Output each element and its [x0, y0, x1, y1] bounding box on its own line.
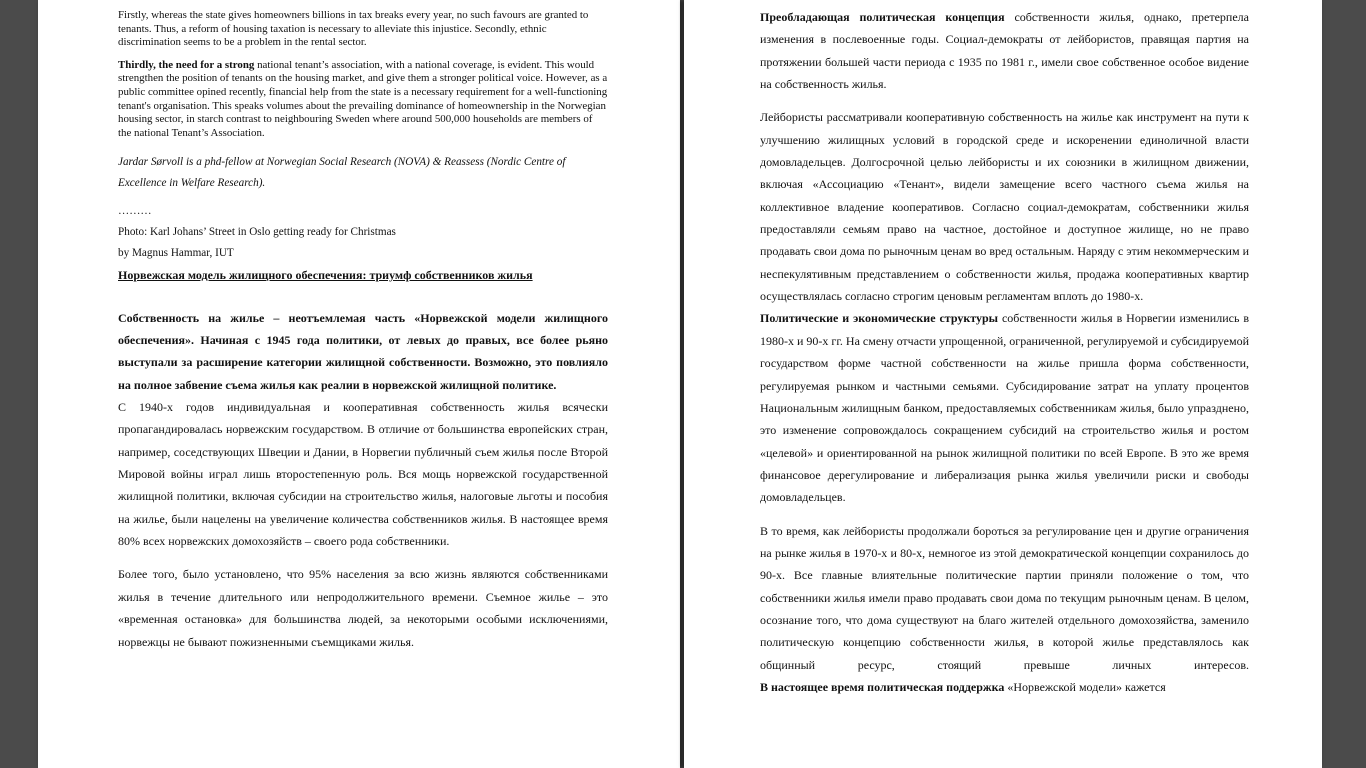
document-page-left: [38, 0, 680, 768]
article-lead: Собственность на жилье – неотъемлемая часть «Норвежской модели жилищного обеспечения». Начиная с 1945 года политики, от левых до правых, все более рьяно выступали за расширение категории жилищной собственности. Возможно, это повлияло на полное забвение съема жилья как реалии в норвежской жилищной политике.: [118, 310, 608, 392]
ru-right-paragraph-5-text: «Норвежской модели» кажется: [1004, 679, 1166, 694]
ru-right-paragraph-3-bold: Политические и экономические структуры: [760, 311, 999, 326]
en-paragraph-2-bold: Thirdly, the need for a strong: [118, 58, 255, 71]
ru-right-paragraph-1-bold: Преобладающая политическая концепция: [760, 10, 1005, 24]
en-paragraph-2-text: national tenant’s association, with a national coverage, is evident. This would strengthen the position of tenants on the housing market, and give them a stronger political voice. However, as a public committee opined recently, financial help from the state is a necessary requirement for a well-functioning tenant's organisation. This speaks volumes about the prevailing dominance of homeownership in the Norwegian housing sector, in starch contrast to neighbouring Sweden where around 500,000 households are members of the national Tenant’s Association.: [118, 58, 608, 139]
byline: by Magnus Hammar, IUT: [118, 247, 234, 260]
ru-right-paragraph-3: [760, 307, 1249, 508]
ru-left-paragraph-2: Более того, было установлено, что 95% населения за всю жизнь являются собственниками жилья в течение длительного или непродолжительного времени. Съемное жилье – это «временная остановка» для большинства людей, за некоторыми особыми исключениями, норвежцы не бывают пожизненными съемщиками жилья.: [118, 567, 608, 649]
en-paragraph-1: Firstly, whereas the state gives homeowners billions in tax breaks every year, no such favours are granted to tenants. Thus, a reform of housing taxation is necessary to alleviate this injustice. Secondly, ethnic discrimination seems to be a problem in the rental sector.: [118, 9, 589, 49]
author-note: Jardar Sørvoll is a phd-fellow at Norwegian Social Research (NOVA) & Reassess (Nordic Centre of Excellence in Welfare Research).: [118, 156, 566, 190]
ru-right-paragraph-2: Лейбористы рассматривали кооперативную собственность на жилье как инструмент на пути к улучшению жилищных условий в городской среде и искоренении единоличной власти домовладельцев. Долгосрочной целью лейбористы и их союзники в жилищном движении, включая «Ассоциацию «Тенант», видели замещение всего частного съема жилья на коллективное владение кооперативов. Согласно социал-демократам, собственники жилья предоставляли семьям право на частное, достойное и доступное жилище, но не право продавать свои дома по рыночным ценам во вред остальным. Наряду с этим некоммерческим и неспекулятивным представлением о собственности жилья, продажа кооперативных квартир осуществлялась согласно строгим ценовым регламентам вплоть до 1980-х.: [760, 110, 1249, 304]
en-paragraph-2: [118, 59, 608, 141]
photo-caption: Photo: Karl Johans’ Street in Oslo getting ready for Christmas: [118, 226, 396, 239]
ru-right-paragraph-5: [760, 676, 1249, 698]
separator-dots: ………: [118, 205, 152, 218]
article-heading: Норвежская модель жилищного обеспечения: триумф собственников жилья: [118, 268, 533, 283]
ru-right-paragraph-3-text: собственности жилья в Норвегии изменились в 1980-х и 90-х гг. На смену отчасти упрощенной, ограниченной, регулируемой и субсидируемой государством форме частной собственности на жилье пришла форма собственности, регулируемая рынком и частными семьями. Субсидирование затрат на уплату процентов Национальным жилищным банком, предоставляемых собственникам жилья, было упразднено, это изменение сопровождалось сокращением субсидий на строительство жилья и ростом «целевой» и ориентированной на рынок жилищной политики по всей Европе. В это же время финансовое дерегулирование и либерализация рынка жилья увеличили риски и свободы домовладельцев.: [760, 311, 1250, 505]
document-page-right: [684, 0, 1322, 768]
ru-right-paragraph-5-bold: В настоящее время политическая поддержка: [760, 679, 1005, 694]
ru-left-paragraph-1: С 1940-х годов индивидуальная и кооперативная собственность жилья всячески пропагандировалась норвежским государством. В отличие от большинства европейских стран, например, соседствующих Швеции и Дании, в Норвегии публичный съем жилья после Второй Мировой войны играл лишь второстепенную роль. Вся мощь норвежской государственной жилищной политики, включая субсидии на строительство жилья, налоговые льготы и пособия на жилье, были нацелены на увеличение количества собственников жилья. В настоящее время 80% всех норвежских домохозяйств – своего рода собственники.: [118, 400, 608, 549]
page-left-content: [118, 9, 608, 653]
russian-article-right: [760, 6, 1249, 698]
russian-article-left: [118, 264, 608, 653]
ru-right-paragraph-1: [760, 6, 1249, 95]
english-section: [118, 9, 608, 264]
ru-right-paragraph-1-text: собственности жилья, однако, претерпела изменения в послевоенные годы. Социал-демократы от лейбористов, правящая партия на протяжении большей части периода с 1935 по 1981 г., имели свое собственное особое видение на собственность жилья.: [760, 10, 1249, 92]
ru-right-paragraph-4: В то время, как лейбористы продолжали бороться за регулирование цен и другие ограничения на рынке жилья в 1970-х и 80-х, немногое из этой демократической концепции сохранилось до 90-х. Все главные влиятельные политические партии приняли положение о том, что собственники жилья имели право продавать свои дома по текущим рыночным ценам. В целом, осознание того, что дома существуют на благо жителей отдельного домохозяйства, заменило политическую концепцию собственности жилья, в которой жилье представлялось как общинный ресурс, стоящий превыше личных интересов.: [760, 523, 1249, 672]
